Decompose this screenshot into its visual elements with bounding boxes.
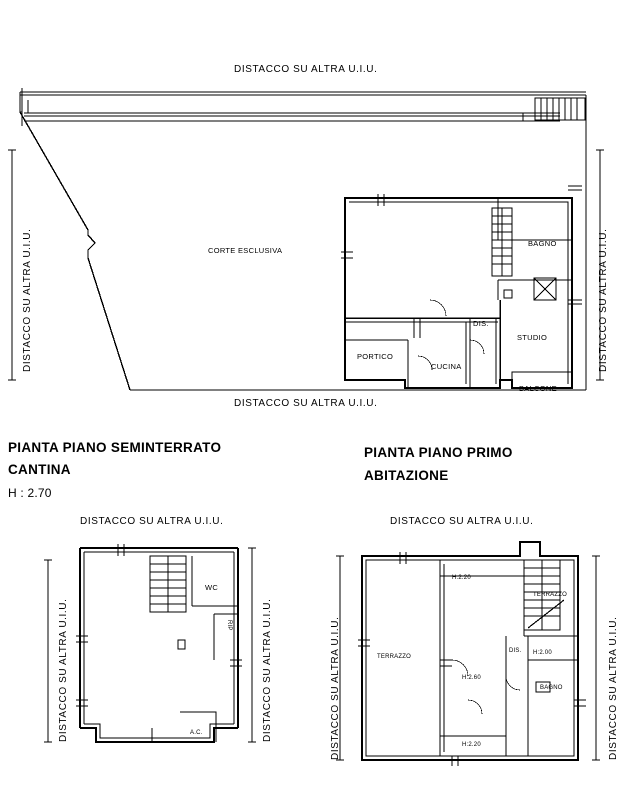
height-label-3: H:2.20: [462, 742, 481, 748]
title-left-line1: PIANTA PIANO SEMINTERRATO: [8, 440, 222, 455]
lower-right-label-right: DISTACCO SU ALTRA U.I.U.: [608, 616, 619, 760]
title-left-height: H : 2.70: [8, 486, 52, 500]
room-corte-esclusiva: CORTE ESCLUSIVA: [208, 246, 283, 255]
height-label-1: H:2.20: [452, 575, 471, 581]
upper-plan-label-top: DISTACCO SU ALTRA U.I.U.: [234, 64, 378, 75]
room-bagno-lower: BAGNO: [540, 685, 563, 691]
lower-right-label-top: DISTACCO SU ALTRA U.I.U.: [390, 516, 534, 527]
lower-left-label-right: DISTACCO SU ALTRA U.I.U.: [262, 598, 273, 742]
room-bagno-upper: BAGNO: [528, 239, 557, 248]
room-dis-lower: DIS.: [509, 648, 522, 654]
title-right-line1: PIANTA PIANO PRIMO: [364, 445, 513, 460]
room-terrazzo-right: TERRAZZO: [533, 592, 567, 598]
room-terrazzo-left: TERRAZZO: [377, 654, 411, 660]
upper-plan-label-right: DISTACCO SU ALTRA U.I.U.: [598, 228, 609, 372]
room-cucina: CUCINA: [431, 362, 462, 371]
room-ac: A.C.: [190, 730, 203, 736]
title-right-line2: ABITAZIONE: [364, 468, 449, 483]
room-wc: WC: [205, 583, 219, 592]
lower-right-label-left: DISTACCO SU ALTRA U.I.U.: [330, 616, 341, 760]
upper-plan-label-left: DISTACCO SU ALTRA U.I.U.: [22, 228, 33, 372]
room-dis-upper: DIS.: [473, 319, 489, 328]
height-label-4: H:2.00: [533, 650, 552, 656]
room-balcone: BALCONE: [519, 384, 557, 393]
lower-left-label-left: DISTACCO SU ALTRA U.I.U.: [58, 598, 69, 742]
upper-plan-label-bottom: DISTACCO SU ALTRA U.I.U.: [234, 398, 378, 409]
lower-left-label-top: DISTACCO SU ALTRA U.I.U.: [80, 516, 224, 527]
title-left-line2: CANTINA: [8, 462, 71, 477]
room-portico: PORTICO: [357, 352, 394, 361]
height-label-2: H:2.60: [462, 675, 481, 681]
room-studio: STUDIO: [517, 333, 548, 342]
room-rip: RIP: [226, 620, 232, 631]
